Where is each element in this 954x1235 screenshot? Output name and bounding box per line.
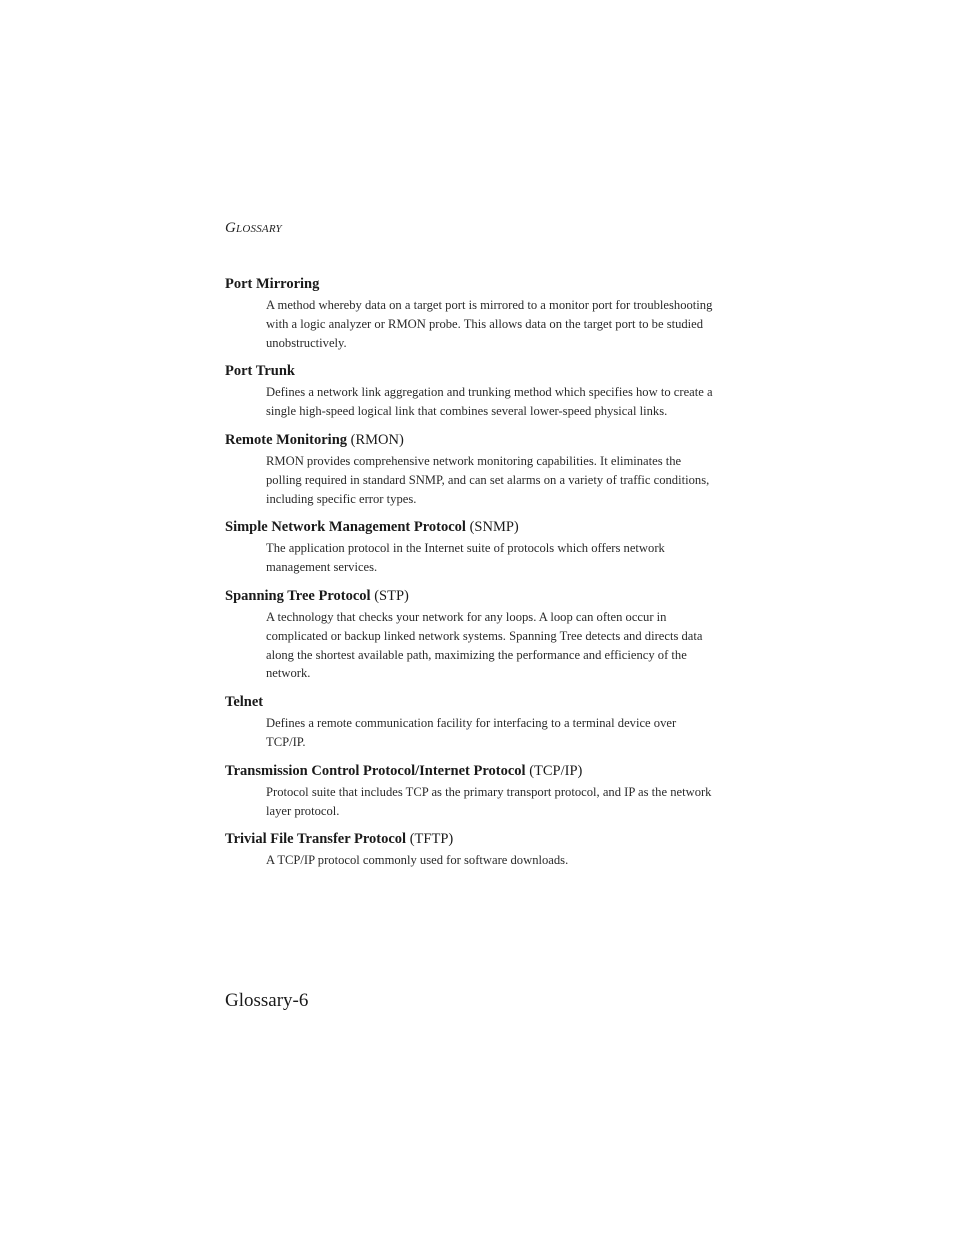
- glossary-definition: A TCP/IP protocol commonly used for software downloads.: [266, 853, 569, 868]
- glossary-term: [225, 362, 715, 381]
- term-abbreviation: (SNMP): [469, 519, 519, 536]
- term-abbreviation: (TFTP): [409, 831, 454, 848]
- glossary-entry: [225, 830, 715, 870]
- page-footer: Glossary-6: [225, 990, 309, 1011]
- term-abbreviation: (TCP/IP): [529, 762, 583, 779]
- glossary-definition: The application protocol in the Internet suite of protocols which offers network management services.: [266, 541, 665, 575]
- glossary-entry: [225, 587, 715, 683]
- running-header: [225, 220, 282, 237]
- term-name: Simple Network Management Protocol: [225, 519, 466, 536]
- glossary-entry: [225, 762, 715, 821]
- glossary-definition: A method whereby data on a target port is mirrored to a monitor port for troubleshooting with a logic analyzer or RMON probe. This allows data on the target port to be studied unobstructively.: [266, 298, 713, 350]
- glossary-term: [225, 830, 715, 849]
- header-rest: LOSSARY: [236, 223, 282, 235]
- term-name: Telnet: [225, 694, 264, 711]
- glossary-definition: Defines a remote communication facility for interfacing to a terminal device over TCP/IP.: [266, 716, 677, 749]
- glossary-entry: [225, 518, 715, 577]
- glossary-definition: Defines a network link aggregation and trunking method which specifies how to create a single high-speed logical link that combines several lower-speed physical links.: [266, 385, 713, 419]
- glossary-term: [225, 518, 715, 537]
- glossary-definition: A technology that checks your network for any loops. A loop can often occur in complicated or backup linked network systems. Spanning Tree detects and directs data along the shortest available path, maximizing the performance and efficiency of the network.: [266, 609, 703, 681]
- term-name: Trivial File Transfer Protocol: [225, 831, 407, 848]
- glossary-list: [225, 275, 715, 870]
- term-name: Port Trunk: [225, 363, 295, 380]
- glossary-term: [225, 587, 715, 606]
- glossary-entry: [225, 693, 715, 752]
- glossary-entry: [225, 362, 715, 421]
- glossary-definition: Protocol suite that includes TCP as the primary transport protocol, and IP as the network layer protocol.: [266, 784, 712, 818]
- term-abbreviation: (RMON): [350, 431, 404, 448]
- term-name: Spanning Tree Protocol: [225, 587, 371, 604]
- glossary-term: [225, 431, 715, 450]
- term-name: Remote Monitoring: [225, 431, 348, 448]
- glossary-term: [225, 762, 715, 781]
- glossary-definition: RMON provides comprehensive network monitoring capabilities. It eliminates the polling required in standard SNMP, and can set alarms on a variety of traffic conditions, including specific error types.: [266, 453, 710, 506]
- term-name: Port Mirroring: [225, 276, 320, 292]
- header-initial: G: [225, 220, 237, 236]
- glossary-entry: [225, 431, 715, 508]
- glossary-term: [225, 693, 715, 712]
- glossary-entry: [225, 275, 715, 352]
- term-name: Transmission Control Protocol/Internet Protocol: [225, 762, 526, 779]
- term-abbreviation: (STP): [374, 587, 409, 604]
- glossary-term: [225, 275, 715, 294]
